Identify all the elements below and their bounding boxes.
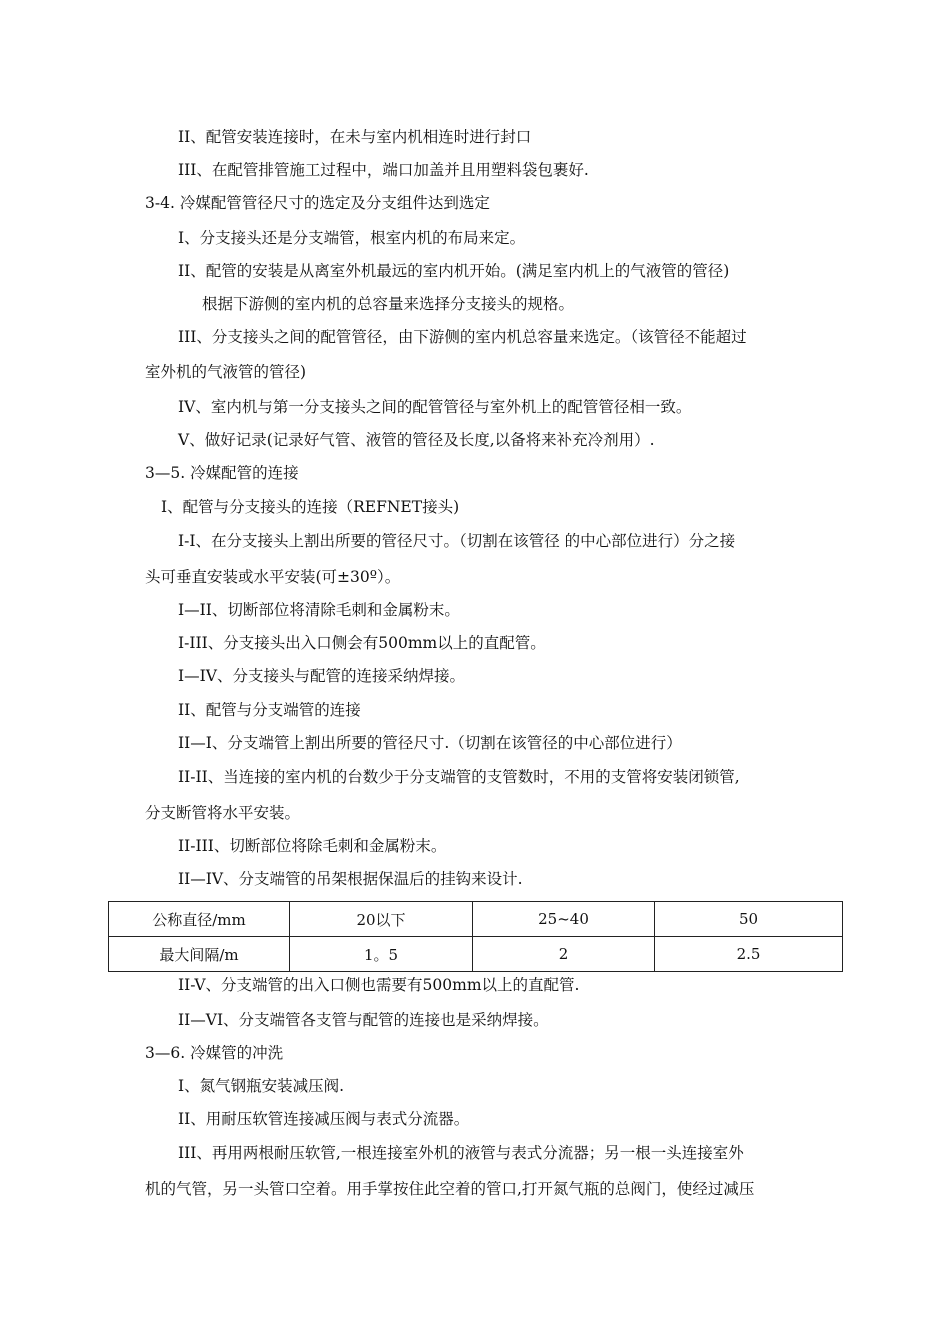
table-cell: 50: [655, 902, 843, 937]
text-line: II—IV、分支端管的吊架根据保温后的挂钩来设计.: [178, 870, 523, 888]
text-line: 头可垂直安装或水平安装(可±30º）。: [145, 568, 401, 586]
text-line: II、配管与分支端管的连接: [178, 701, 361, 719]
text-line: IV、室内机与第一分支接头之间的配管管径与室外机上的配管管径相一致。: [178, 398, 692, 416]
section-heading: 3—5. 冷媒配管的连接: [145, 464, 299, 482]
text-line: 根据下游侧的室内机的总容量来选择分支接头的规格。: [202, 295, 575, 313]
text-line: II-III、切断部位将除毛刺和金属粉末。: [178, 837, 447, 855]
text-line: 机的气管，另一头管口空着。用手掌按住此空着的管口,打开氮气瓶的总阀门，使经过减压: [145, 1180, 755, 1198]
text-line: III、再用两根耐压软管,一根连接室外机的液管与表式分流器；另一根一头连接室外: [178, 1144, 744, 1162]
text-line: II-II、当连接的室内机的台数少于分支端管的支管数时，不用的支管将安装闭锁管,: [178, 768, 740, 786]
text-line: I—IV、分支接头与配管的连接采纳焊接。: [178, 667, 465, 685]
table-cell: 最大间隔/m: [109, 937, 290, 972]
table-cell: 20以下: [290, 902, 473, 937]
text-line: I-I、在分支接头上割出所要的管径尺寸。（切割在该管径 的中心部位进行）分之接: [178, 532, 736, 550]
text-line: I、氮气钢瓶安装减压阀.: [178, 1077, 345, 1095]
text-line: II—I、分支端管上割出所要的管径尺寸.（切割在该管径的中心部位进行）: [178, 734, 682, 752]
text-line: II、配管的安装是从离室外机最远的室内机开始。(满足室内机上的气液管的管径): [178, 262, 730, 280]
text-line: II、用耐压软管连接减压阀与表式分流器。: [178, 1110, 470, 1128]
table-row: [109, 937, 843, 972]
text-line: I、配管与分支接头的连接（REFNET接头): [161, 498, 460, 516]
table-cell: 25~40: [473, 902, 655, 937]
text-line: 室外机的气液管的管径): [145, 363, 307, 381]
section-heading: 3—6. 冷媒管的冲洗: [145, 1044, 284, 1062]
table-cell: 2.5: [655, 937, 843, 972]
table-cell: 2: [473, 937, 655, 972]
table-cell: 1。5: [290, 937, 473, 972]
text-line: I—II、切断部位将清除毛刺和金属粉末。: [178, 601, 460, 619]
text-line: III、分支接头之间的配管管径，由下游侧的室内机总容量来选定。（该管径不能超过: [178, 328, 747, 346]
text-line: V、做好记录(记录好气管、液管的管径及长度,以备将来补充冷剂用）.: [178, 431, 655, 449]
spacing-table: [108, 901, 843, 972]
table-cell: 公称直径/mm: [109, 902, 290, 937]
text-line: II、配管安装连接时，在未与室内机相连时进行封口: [178, 128, 532, 146]
text-line: II-V、分支端管的出入口侧也需要有500mm以上的直配管.: [178, 976, 580, 994]
text-line: I-III、分支接头出入口侧会有500mm以上的直配管。: [178, 634, 546, 652]
text-line: 分支断管将水平安装。: [145, 804, 301, 822]
text-line: III、在配管排管施工过程中，端口加盖并且用塑料袋包裹好.: [178, 161, 589, 179]
section-heading: 3-4. 冷媒配管管径尺寸的选定及分支组件达到选定: [145, 194, 490, 212]
table-row: [109, 902, 843, 937]
text-line: II—VI、分支端管各支管与配管的连接也是采纳焊接。: [178, 1011, 549, 1029]
text-line: I、分支接头还是分支端管，根室内机的布局来定。: [178, 229, 526, 247]
